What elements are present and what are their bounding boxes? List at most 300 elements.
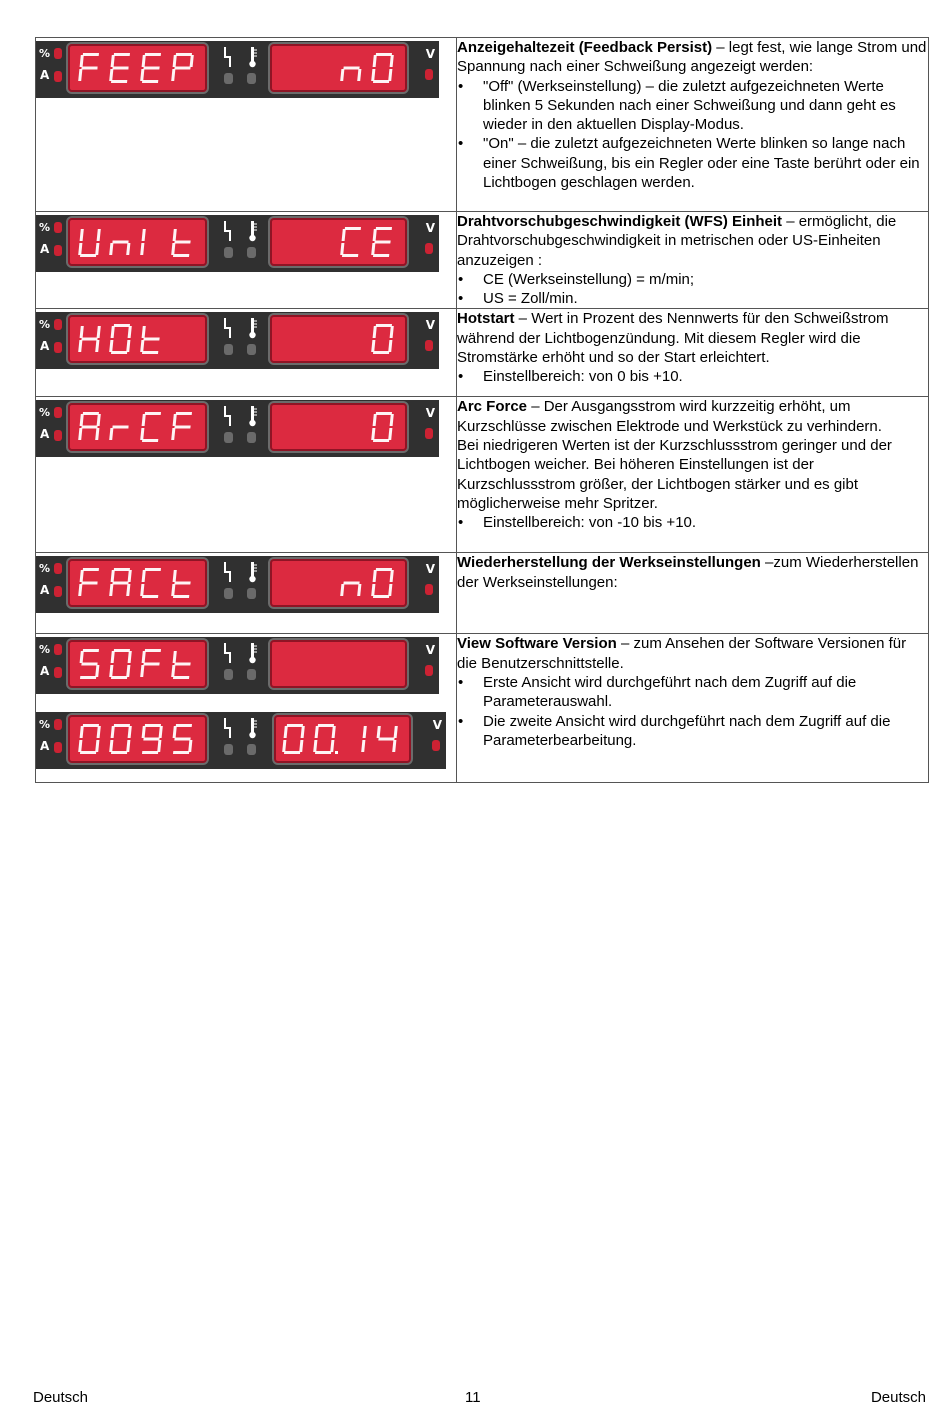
percent-indicator-led <box>54 644 62 655</box>
segment-bar <box>109 665 113 677</box>
segment-digit <box>371 568 394 598</box>
segment-bar <box>332 726 336 738</box>
segment-digit <box>313 724 336 754</box>
segment-bar <box>111 55 115 67</box>
segment-bar <box>80 570 84 582</box>
segment-digit <box>173 724 193 754</box>
arc-status-led <box>224 73 233 84</box>
percent-label: % <box>39 406 51 420</box>
segment-bar <box>174 738 190 741</box>
segment-digit <box>371 412 394 442</box>
segment-bar <box>373 595 389 598</box>
segment-bar <box>373 229 377 241</box>
thermometer-icon <box>246 641 260 670</box>
segment-bar <box>174 67 190 70</box>
segment-bar <box>114 324 130 327</box>
description-cell <box>457 38 929 212</box>
segment-bar <box>388 69 392 81</box>
segment-bar <box>371 584 375 596</box>
right-segment-readout <box>270 315 407 363</box>
segment-bar <box>142 751 158 754</box>
segment-digit <box>109 568 132 596</box>
percent-label: % <box>39 47 51 60</box>
thermal-status-led <box>247 247 256 258</box>
segment-bar <box>83 649 99 652</box>
segment-digit <box>109 324 132 354</box>
segment-bar <box>340 584 344 596</box>
segment-bar <box>378 738 394 741</box>
parameter-intro: – ermöglicht, die Drahtvorschubgeschwindigkeit in metrischen oder US-Einheiten anzuzeigen : <box>457 213 897 269</box>
parameter-description <box>457 634 928 673</box>
arc-lightning-icon <box>222 717 234 744</box>
segment-digit <box>371 227 392 257</box>
segment-bar <box>173 55 177 67</box>
segment-bar <box>140 69 144 81</box>
parameter-row <box>36 634 929 783</box>
segment-bar <box>143 663 159 666</box>
percent-indicator-led <box>54 319 62 330</box>
bullet-item: • CE (Werkseinstellung) = m/min; <box>457 270 928 289</box>
segment-bar <box>145 568 161 571</box>
arc-lightning-icon <box>222 220 234 247</box>
amps-label: A <box>40 664 50 679</box>
segment-bar <box>83 412 99 415</box>
segment-bar <box>128 651 132 663</box>
segment-bar <box>173 726 177 738</box>
segment-bar <box>159 726 163 738</box>
segment-bar <box>282 740 286 752</box>
parameter-row <box>36 553 929 634</box>
segment-bar <box>78 69 82 81</box>
arc-lightning-icon <box>222 642 234 669</box>
segment-bar <box>376 53 392 56</box>
segment-digit <box>78 568 99 596</box>
segment-digit <box>171 53 194 81</box>
segment-bar <box>111 651 115 663</box>
amps-indicator-led <box>54 342 62 353</box>
left-segment-readout <box>68 715 207 763</box>
segment-bar <box>173 570 177 582</box>
segment-bar <box>80 254 96 257</box>
bullet-item: • "Off" (Werkseinstellung) – die zuletzt aufgezeichneten Werte blinken 5 Sekunden nach einer Schweißung und dann geht es wieder in den aktuellen Display-Modus. <box>457 77 928 135</box>
control-panel-display <box>36 215 439 272</box>
segment-bar <box>188 740 192 752</box>
segment-bar <box>173 751 189 754</box>
segment-bar <box>388 428 392 440</box>
segment-bar <box>78 340 82 352</box>
segment-bar <box>373 439 389 442</box>
bullet-list <box>457 77 928 193</box>
parameter-intro: – zum Ansehen der Software Versionen für die Benutzerschnittstelle. <box>457 635 907 672</box>
thermometer-icon <box>246 560 260 589</box>
segment-digit <box>340 227 361 257</box>
segment-bar <box>109 69 113 81</box>
parameter-row <box>36 397 929 553</box>
display-cell <box>36 212 457 309</box>
segment-bar <box>80 651 84 663</box>
percent-indicator-led <box>54 719 62 730</box>
right-display-screen <box>270 640 407 688</box>
percent-indicator-led <box>54 222 62 233</box>
thermal-status-led <box>247 432 256 443</box>
segment-bar <box>80 414 84 426</box>
segment-bar <box>114 724 130 727</box>
arc-status-led <box>224 744 233 755</box>
parameter-row <box>36 212 929 309</box>
right-display-screen <box>270 559 407 607</box>
segment-bar <box>371 243 375 255</box>
segment-bar <box>373 414 377 426</box>
segment-bar <box>81 582 97 585</box>
thermal-status-led <box>247 588 256 599</box>
segment-bar <box>126 740 130 752</box>
percent-label: % <box>39 562 51 576</box>
segment-bar <box>80 676 96 679</box>
decimal-point <box>335 751 338 754</box>
parameter-description <box>457 309 928 367</box>
percent-indicator-led <box>54 48 62 59</box>
control-panel-display <box>36 312 439 369</box>
segment-bar <box>142 414 146 426</box>
segment-bar <box>171 584 175 596</box>
percent-indicator-led <box>54 563 62 574</box>
parameter-heading: View Software Version <box>457 635 617 653</box>
right-segment-readout <box>270 403 407 451</box>
segment-bar <box>390 414 394 426</box>
segment-bar <box>340 243 344 255</box>
segment-bar <box>80 726 84 738</box>
right-segment-readout <box>274 715 411 763</box>
segment-bar <box>173 254 189 257</box>
segment-digit <box>78 326 101 352</box>
segment-bar <box>361 740 365 752</box>
control-panel-display <box>36 41 439 98</box>
amps-label: A <box>40 242 50 256</box>
control-panel-display <box>36 637 439 694</box>
segment-bar <box>376 227 392 230</box>
amps-indicator-led <box>54 245 62 256</box>
segment-bar <box>142 595 158 598</box>
percent-label: % <box>39 643 51 657</box>
segment-bar <box>157 740 161 752</box>
segment-digit <box>340 582 361 597</box>
percent-label: % <box>39 318 51 332</box>
segment-bar <box>176 53 192 56</box>
thermal-status-led <box>247 669 256 680</box>
thermal-status-led <box>247 744 256 755</box>
right-display-screen <box>270 403 407 451</box>
segment-bar <box>357 584 361 596</box>
segment-bar <box>78 740 82 752</box>
segment-bar <box>173 595 189 598</box>
segment-bar <box>95 740 99 752</box>
segment-bar <box>145 724 161 727</box>
segment-bar <box>109 243 113 255</box>
amps-label: A <box>40 583 50 598</box>
segment-bar <box>340 69 344 81</box>
segment-bar <box>299 740 303 752</box>
segment-bar <box>174 582 190 585</box>
parameter-description <box>457 553 928 592</box>
left-segment-readout <box>68 403 207 451</box>
segment-bar <box>315 751 331 754</box>
volts-label: V <box>425 318 435 333</box>
volts-label: V <box>425 562 435 577</box>
segment-digit <box>140 412 161 442</box>
left-segment-readout <box>68 218 207 266</box>
segment-bar <box>114 649 130 652</box>
segment-bar <box>95 428 99 440</box>
parameter-description <box>457 397 928 436</box>
parameter-heading: Hotstart <box>457 310 515 328</box>
left-segment-readout <box>68 44 207 92</box>
segment-bar <box>363 726 367 738</box>
thermometer-icon <box>246 316 260 345</box>
volts-indicator-led <box>425 340 433 351</box>
amps-indicator-led <box>54 71 62 82</box>
arc-lightning-icon <box>222 46 234 73</box>
segment-bar <box>111 726 115 738</box>
arc-lightning-icon <box>222 405 234 432</box>
parameter-intro: – legt fest, wie lange Strom und Spannung nach einer Schweißung angezeigt werden: <box>457 39 927 76</box>
segment-bar <box>114 568 130 571</box>
segment-bar <box>142 55 146 67</box>
display-cell <box>36 397 457 553</box>
footer-language-left: Deutsch <box>33 1389 89 1406</box>
segment-bar <box>171 69 175 81</box>
display-cell <box>36 38 457 212</box>
segment-bar <box>373 254 389 257</box>
bullet-item: • US = Zoll/min. <box>457 289 928 308</box>
segment-digit <box>171 229 191 257</box>
thermal-status-led <box>247 344 256 355</box>
segment-bar <box>128 326 132 338</box>
volts-indicator-led <box>432 740 440 751</box>
arc-lightning-icon <box>222 561 234 588</box>
segment-bar <box>171 665 175 677</box>
volts-indicator-led <box>425 584 433 595</box>
segment-bar <box>373 326 377 338</box>
segment-digit <box>78 724 101 754</box>
bullet-list <box>457 673 928 750</box>
segment-bar <box>126 243 130 255</box>
segment-bar <box>373 80 389 83</box>
segment-bar <box>373 55 377 67</box>
amps-label: A <box>40 427 50 442</box>
segment-bar <box>80 229 84 241</box>
segment-digit <box>171 651 191 679</box>
right-display-screen <box>270 315 407 363</box>
segment-bar <box>112 241 128 244</box>
description-cell <box>457 553 929 634</box>
parameter-description <box>457 212 928 270</box>
parameter-paragraph: Bei niedrigeren Werten ist der Kurzschlussstrom geringer und der Lichtbogen weicher. Bei höheren Einstellungen ist der Kurzschlussstrom größer, der Lichtbogen stärker und es gibt möglicherweise mehr Spritzer. <box>457 437 892 512</box>
left-display-screen <box>68 44 207 92</box>
segment-digit <box>109 426 128 441</box>
segment-digit <box>109 53 130 83</box>
segment-bar <box>342 254 358 257</box>
segment-bar <box>174 663 190 666</box>
segment-bar <box>142 351 158 354</box>
left-display-screen <box>68 640 207 688</box>
bullet-item: • Die zweite Ansicht wird durchgeführt nach dem Zugriff auf die Parameterbearbeitung. <box>457 712 928 751</box>
segment-bar <box>142 229 146 241</box>
segment-digit <box>78 229 101 257</box>
segment-bar <box>142 80 158 83</box>
segment-bar <box>111 351 127 354</box>
volts-label: V <box>432 718 442 733</box>
segment-bar <box>318 724 334 727</box>
display-cell <box>36 553 457 634</box>
segment-bar <box>145 649 161 652</box>
segment-bar <box>142 570 146 582</box>
bullet-list <box>457 270 928 309</box>
segment-bar <box>176 724 192 727</box>
segment-bar <box>81 67 97 70</box>
left-display-screen <box>68 218 207 266</box>
segment-bar <box>376 324 392 327</box>
segment-digit <box>140 326 160 354</box>
segment-digit <box>109 241 130 256</box>
right-segment-readout <box>270 218 407 266</box>
parameter-heading: Wiederherstellung der Werkseinstellungen <box>457 554 761 572</box>
segment-bar <box>392 740 396 752</box>
left-display-screen <box>68 315 207 363</box>
parameter-intro: –zum Wiederherstellen der Werkseinstellungen: <box>457 554 919 591</box>
segment-bar <box>377 726 381 738</box>
volts-indicator-led <box>425 665 433 676</box>
segment-bar <box>83 53 99 56</box>
amps-indicator-led <box>54 586 62 597</box>
segment-bar <box>80 55 84 67</box>
segment-bar <box>81 663 97 666</box>
arc-status-led <box>224 588 233 599</box>
segment-digit <box>78 412 101 440</box>
segment-bar <box>109 740 113 752</box>
segment-digit <box>361 726 367 752</box>
amps-label: A <box>40 739 50 754</box>
control-panel-display <box>36 400 439 457</box>
left-segment-readout <box>68 640 207 688</box>
volts-label: V <box>425 643 435 658</box>
segment-digit <box>78 53 99 81</box>
segment-bar <box>376 412 392 415</box>
segment-digit <box>371 324 394 354</box>
segment-digit <box>371 53 394 83</box>
segment-bar <box>109 584 113 596</box>
description-cell <box>457 397 929 553</box>
parameter-intro: – Der Ausgangsstrom wird kurzzeitig erhöht, um Kurzschlüsse zwischen Elektrode und Werkstück zu verhindern. <box>457 398 882 435</box>
segment-bar <box>371 69 375 81</box>
segment-bar <box>109 340 113 352</box>
segment-digit <box>282 724 305 754</box>
right-display-screen <box>270 218 407 266</box>
segment-bar <box>173 414 177 426</box>
segment-bar <box>111 80 127 83</box>
segment-digit <box>109 724 132 754</box>
percent-label: % <box>39 718 51 732</box>
amps-label: A <box>40 68 50 82</box>
segment-bar <box>357 69 361 81</box>
segment-bar <box>143 67 159 70</box>
segment-digit <box>80 649 100 679</box>
segment-bar <box>330 740 334 752</box>
control-panel-display <box>36 712 446 769</box>
segment-bar <box>83 568 99 571</box>
segment-bar <box>128 570 132 582</box>
segment-bar <box>390 570 394 582</box>
segment-bar <box>371 340 375 352</box>
segment-bar <box>112 582 128 585</box>
segment-bar <box>313 740 317 752</box>
segment-bar <box>80 751 96 754</box>
right-display-screen <box>274 715 411 763</box>
segment-digit <box>377 726 398 752</box>
left-display-screen <box>68 403 207 451</box>
percent-label: % <box>39 221 51 234</box>
segment-bar <box>373 351 389 354</box>
bullet-list <box>457 367 928 386</box>
segment-bar <box>109 428 113 440</box>
segment-bar <box>174 241 190 244</box>
segment-digit <box>109 649 132 679</box>
segment-bar <box>140 340 144 352</box>
segment-digit <box>340 67 361 82</box>
segment-bar <box>142 726 146 738</box>
segment-bar <box>78 584 82 596</box>
footer-language-right: Deutsch <box>870 1389 926 1406</box>
segment-bar <box>343 67 359 70</box>
segment-bar <box>80 326 84 338</box>
segment-bar <box>284 726 288 738</box>
bullet-item: • Erste Ansicht wird durchgeführt nach dem Zugriff auf die Parameterauswahl. <box>457 673 928 712</box>
segment-bar <box>190 55 194 67</box>
segment-digit <box>171 570 191 598</box>
segment-bar <box>142 326 146 338</box>
segment-bar <box>176 412 192 415</box>
segment-bar <box>374 241 390 244</box>
control-panel-display <box>36 556 439 613</box>
segment-digit <box>140 53 161 83</box>
segment-bar <box>78 428 82 440</box>
segment-bar <box>111 326 115 338</box>
volts-indicator-led <box>425 69 433 80</box>
arc-lightning-icon <box>222 317 234 344</box>
parameter-table <box>35 37 929 783</box>
thermometer-icon <box>246 45 260 74</box>
percent-indicator-led <box>54 407 62 418</box>
left-segment-readout <box>68 559 207 607</box>
segment-bar <box>81 338 97 341</box>
description-cell <box>457 212 929 309</box>
segment-bar <box>126 584 130 596</box>
thermometer-icon <box>246 716 260 745</box>
segment-bar <box>143 738 159 741</box>
segment-bar <box>174 426 190 429</box>
segment-digit <box>140 568 161 598</box>
volts-label: V <box>425 406 435 421</box>
left-display-screen <box>68 715 207 763</box>
parameter-intro: – Wert in Prozent des Nennwerts für den Schweißstrom während der Lichtbogenzündung. Mit diesem Regler wird die Stromstärke erhöht und so der Start erleichtert. <box>457 310 889 367</box>
segment-bar <box>81 426 97 429</box>
description-cell <box>457 634 929 783</box>
segment-bar <box>371 428 375 440</box>
parameter-description <box>457 38 928 77</box>
segment-bar <box>173 229 177 241</box>
segment-bar <box>111 570 115 582</box>
segment-bar <box>343 582 359 585</box>
amps-label: A <box>40 339 50 354</box>
